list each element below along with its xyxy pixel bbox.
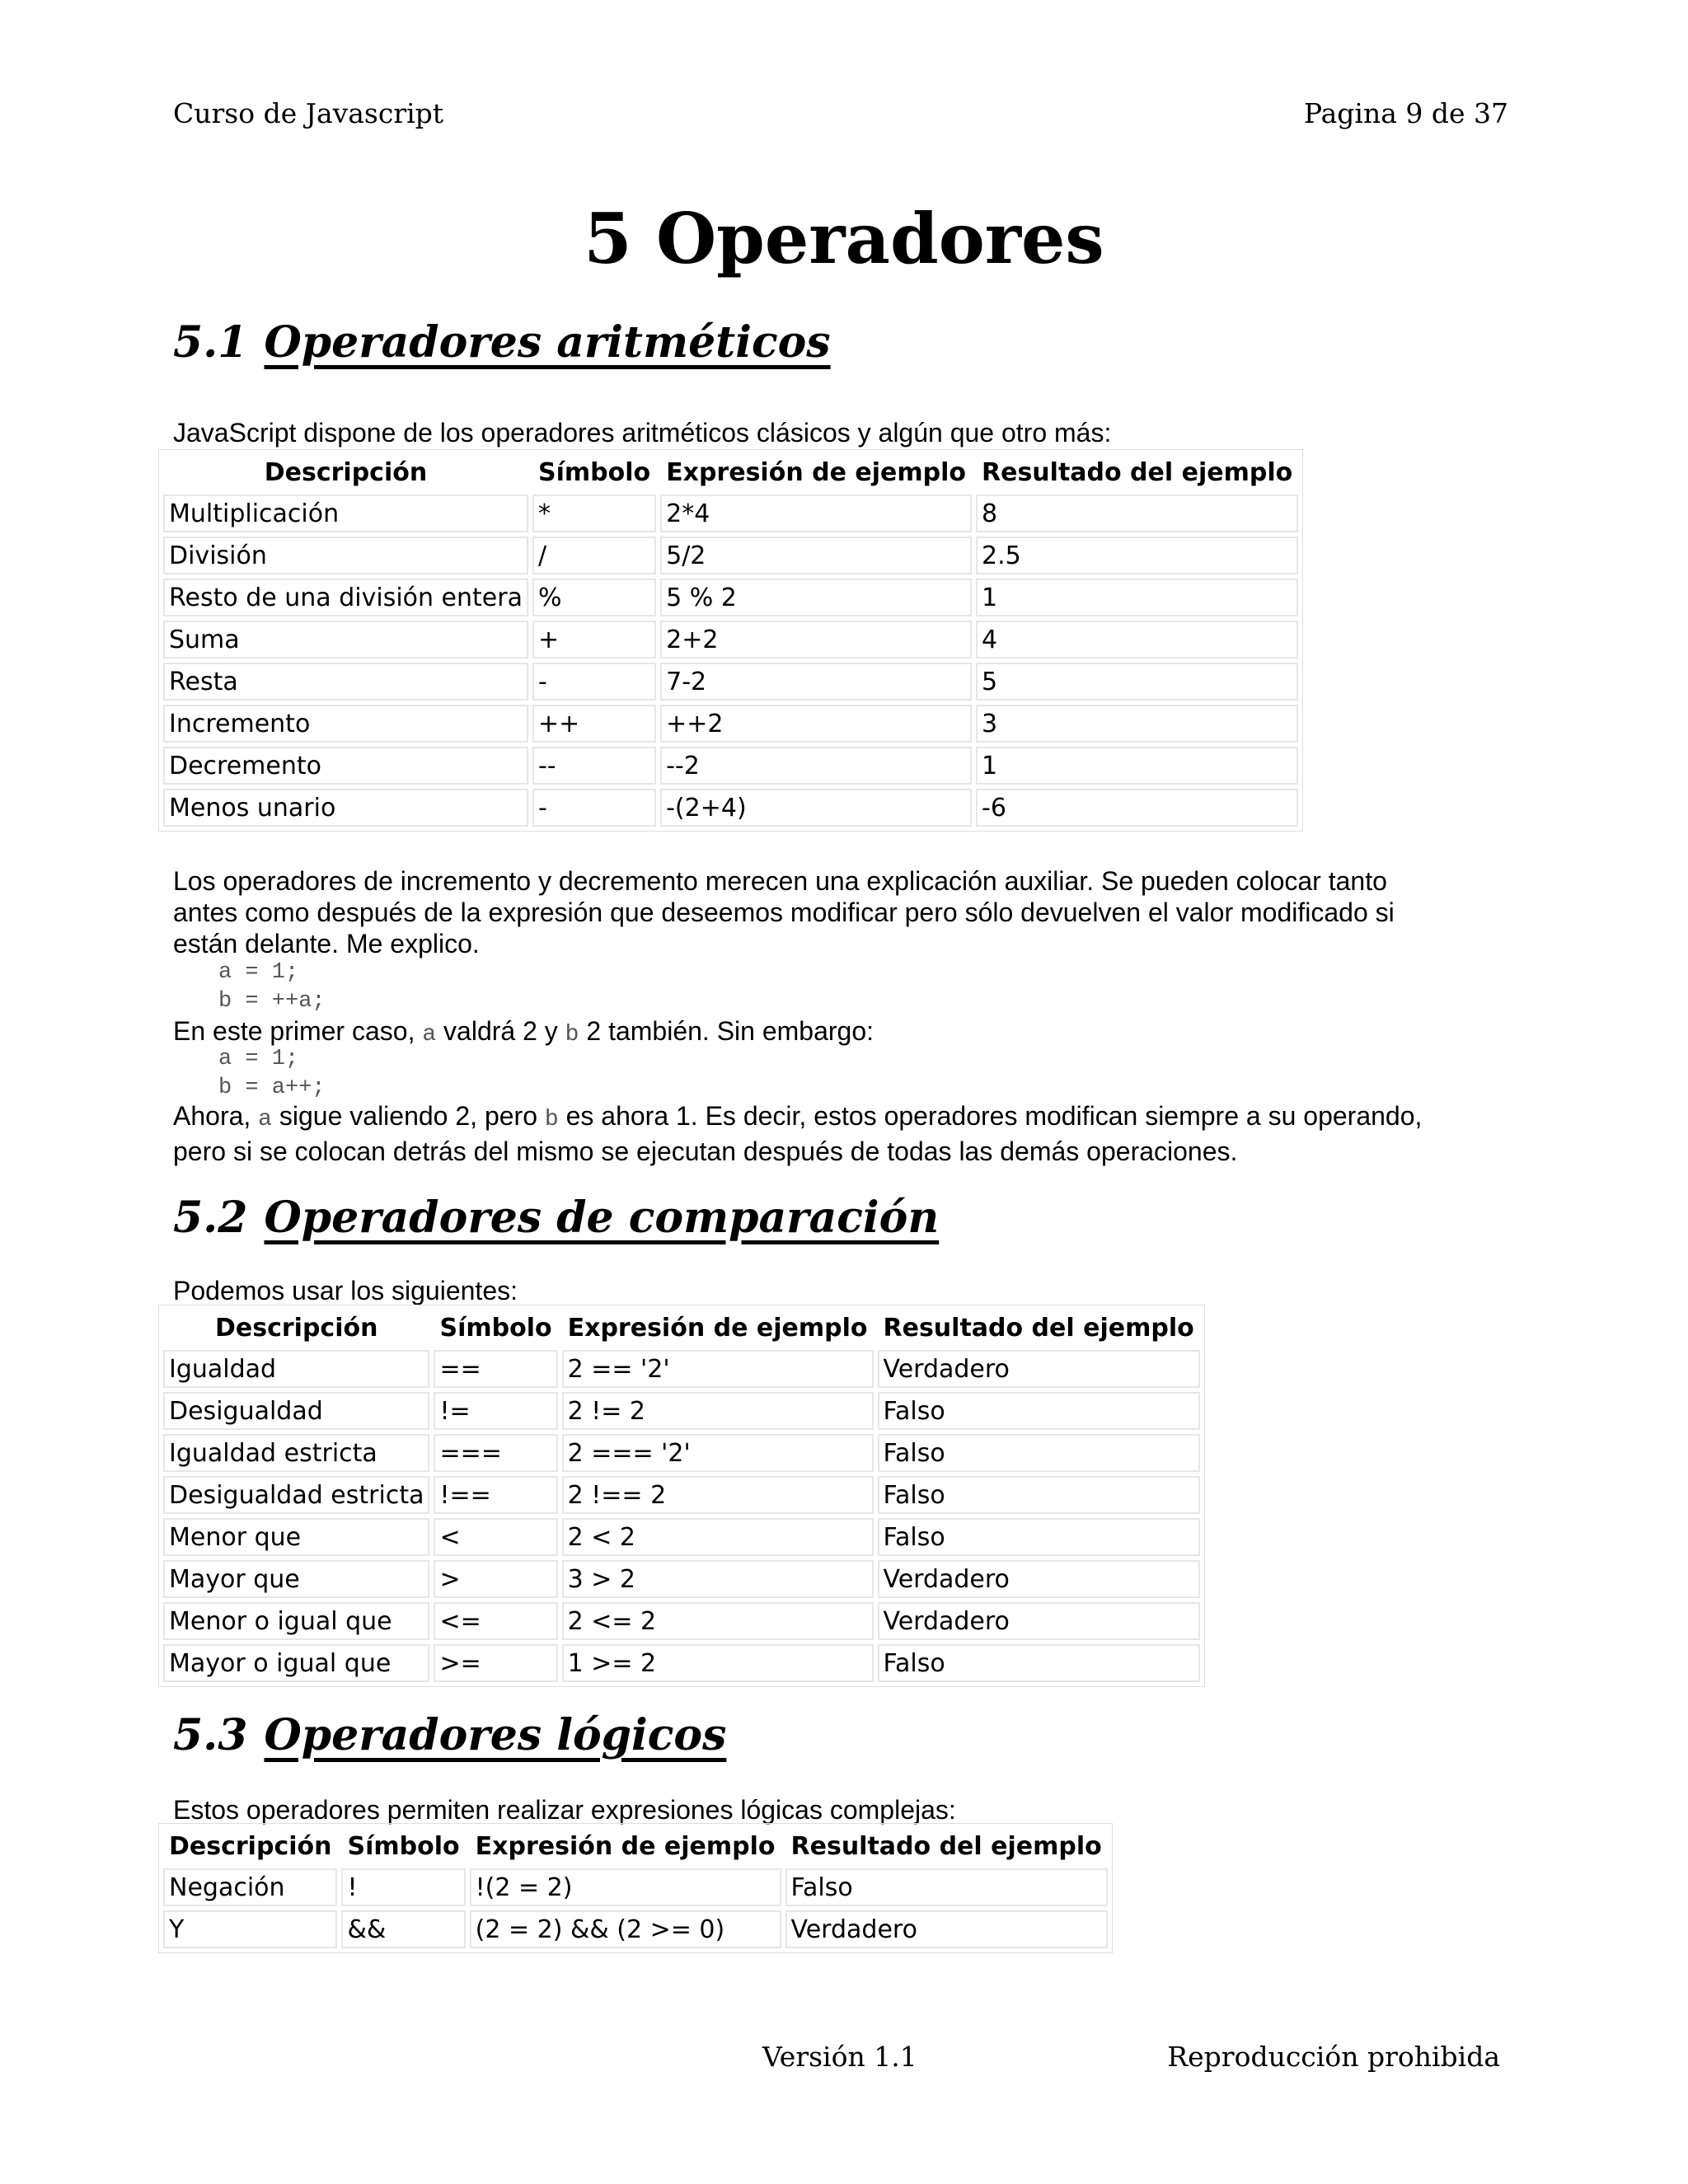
table-cell: Menos unario: [163, 789, 528, 827]
table-row: [163, 1392, 1200, 1430]
table-cell: Resta: [163, 663, 528, 701]
table-cell: %: [532, 579, 656, 616]
column-header: Expresión de ejemplo: [666, 457, 966, 487]
table-cell: Mayor o igual que: [163, 1644, 429, 1682]
column-header: Resultado del ejemplo: [982, 457, 1293, 487]
table-row: [163, 747, 1298, 785]
now-line: [173, 1100, 1422, 1136]
section-heading-logical: [173, 1710, 726, 1760]
table-cell: Falso: [878, 1518, 1200, 1556]
table-cell: &&: [341, 1910, 465, 1948]
table-cell: ==: [434, 1350, 557, 1388]
table-header-row: [163, 454, 1298, 490]
table-row: [163, 494, 1298, 532]
table-cell: Y: [163, 1910, 337, 1948]
column-header: Expresión de ejemplo: [567, 1313, 868, 1343]
code-var: a: [422, 1022, 437, 1047]
table-cell: !: [341, 1868, 465, 1906]
table-cell: Incremento: [163, 705, 528, 743]
table-cell: Verdadero: [878, 1602, 1200, 1640]
table-cell: 5: [976, 663, 1298, 701]
table-row: [163, 579, 1298, 616]
comparison-operators-table: [158, 1305, 1205, 1687]
table-cell: Menor que: [163, 1518, 429, 1556]
section-number: 5.1: [173, 317, 248, 368]
table-cell: 2+2: [660, 621, 972, 658]
table-cell: -: [532, 789, 656, 827]
table-cell: Falso: [878, 1644, 1200, 1682]
table-cell: Suma: [163, 621, 528, 658]
table-cell: 2 === '2': [562, 1434, 874, 1472]
table-cell: <: [434, 1518, 557, 1556]
table-cell: Desigualdad: [163, 1392, 429, 1430]
section-number: 5.2: [173, 1193, 248, 1243]
column-header: Descripción: [214, 1313, 378, 1343]
table-row: [163, 1434, 1200, 1472]
table-cell: Falso: [878, 1434, 1200, 1472]
table-cell: 2 == '2': [562, 1350, 874, 1388]
explanation-line: antes como después de la expresión que deseemos modificar pero sólo devuelven el valor modificado si: [173, 898, 1395, 927]
table-cell: División: [163, 537, 528, 574]
table-cell: 1 >= 2: [562, 1644, 874, 1682]
table-cell: Falso: [785, 1868, 1108, 1906]
section-heading-arithmetic: [173, 317, 831, 368]
text: 2 también. Sin embargo:: [579, 1016, 874, 1046]
table-cell: ++2: [660, 705, 972, 743]
section-title: Operadores aritméticos: [264, 317, 831, 368]
table-cell: Desigualdad estricta: [163, 1476, 429, 1514]
text: es ahora 1. Es decir, estos operadores modifican siempre a su operando,: [558, 1101, 1423, 1131]
code-line: b = a++;: [218, 1076, 326, 1100]
table-cell: /: [532, 537, 656, 574]
table-cell: 5/2: [660, 537, 972, 574]
table-cell: >: [434, 1560, 557, 1598]
section-heading-comparison: [173, 1193, 939, 1243]
code-var: a: [258, 1107, 272, 1132]
code-line: a = 1;: [218, 960, 299, 985]
table-cell: -6: [976, 789, 1298, 827]
table-cell: 4: [976, 621, 1298, 658]
footer-version: Versión 1.1: [762, 2041, 917, 2073]
table-row: [163, 1350, 1200, 1388]
section-number: 5.3: [173, 1710, 248, 1760]
table-row: [163, 1518, 1200, 1556]
table-row: [163, 663, 1298, 701]
table-header-row: [163, 1828, 1108, 1864]
table-cell: Multiplicación: [163, 494, 528, 532]
table-cell: Negación: [163, 1868, 337, 1906]
table-cell: 8: [976, 494, 1298, 532]
table-cell: 2 < 2: [562, 1518, 874, 1556]
table-cell: Verdadero: [878, 1350, 1200, 1388]
table-cell: !=: [434, 1392, 557, 1430]
section-title: Operadores de comparación: [264, 1193, 940, 1243]
table-row: [163, 1868, 1108, 1906]
column-header: Descripción: [169, 1831, 332, 1861]
arithmetic-operators-table: [158, 449, 1303, 832]
table-cell: Resto de una división entera: [163, 579, 528, 616]
table-row: [163, 1476, 1200, 1514]
table-row: [163, 789, 1298, 827]
table-cell: Menor o igual que: [163, 1602, 429, 1640]
table-cell: Igualdad: [163, 1350, 429, 1388]
header-page-number: Pagina 9 de 37: [1303, 97, 1508, 129]
text: valdrá 2 y: [436, 1016, 565, 1046]
table-cell: 2 !== 2: [562, 1476, 874, 1514]
table-cell: 3 > 2: [562, 1560, 874, 1598]
table-cell: --2: [660, 747, 972, 785]
column-header: Resultado del ejemplo: [790, 1831, 1102, 1861]
table-cell: 3: [976, 705, 1298, 743]
table-row: [163, 1602, 1200, 1640]
table-cell: Igualdad estricta: [163, 1434, 429, 1472]
table-row: [163, 1644, 1200, 1682]
text: En este primer caso,: [173, 1016, 423, 1046]
explanation-line: están delante. Me explico.: [173, 929, 480, 958]
table-cell: +: [532, 621, 656, 658]
code-line: b = ++a;: [218, 989, 326, 1014]
code-var: b: [544, 1107, 559, 1132]
table-cell: >=: [434, 1644, 557, 1682]
column-header: Símbolo: [439, 1313, 552, 1343]
table-row: [163, 621, 1298, 658]
table-cell: ++: [532, 705, 656, 743]
table-row: [163, 705, 1298, 743]
explanation-line: Los operadores de incremento y decremento merecen una explicación auxiliar. Se pueden colocar tanto: [173, 866, 1387, 896]
arithmetic-intro: JavaScript dispone de los operadores aritméticos clásicos y algún que otro más:: [173, 418, 1112, 448]
comparison-intro: Podemos usar los siguientes:: [173, 1276, 518, 1305]
table-cell: 5 % 2: [660, 579, 972, 616]
table-cell: 2.5: [976, 537, 1298, 574]
table-cell: !==: [434, 1476, 557, 1514]
code-var: b: [565, 1022, 579, 1047]
table-cell: Falso: [878, 1476, 1200, 1514]
column-header: Expresión de ejemplo: [475, 1831, 776, 1861]
table-cell: 2 <= 2: [562, 1602, 874, 1640]
table-cell: *: [532, 494, 656, 532]
table-cell: 2 != 2: [562, 1392, 874, 1430]
table-cell: Decremento: [163, 747, 528, 785]
table-cell: 1: [976, 579, 1298, 616]
table-row: [163, 537, 1298, 574]
text: sigue valiendo 2, pero: [271, 1101, 545, 1131]
table-cell: 1: [976, 747, 1298, 785]
logical-intro: Estos operadores permiten realizar expresiones lógicas complejas:: [173, 1795, 956, 1825]
table-cell: (2 = 2) && (2 >= 0): [470, 1910, 781, 1948]
table-cell: Verdadero: [878, 1560, 1200, 1598]
code-line: a = 1;: [218, 1047, 299, 1071]
code-example-postfix: [218, 1045, 326, 1103]
column-header: Símbolo: [347, 1831, 460, 1861]
now-text: [173, 1100, 1422, 1167]
logical-operators-table: [158, 1823, 1113, 1953]
table-row: [163, 1910, 1108, 1948]
table-cell: Verdadero: [785, 1910, 1108, 1948]
table-row: [163, 1560, 1200, 1598]
table-cell: ===: [434, 1434, 557, 1472]
table-cell: !(2 = 2): [470, 1868, 781, 1906]
table-cell: -: [532, 663, 656, 701]
code-example-prefix: [218, 958, 326, 1016]
increment-explanation: [173, 865, 1395, 959]
now-line: pero si se colocan detrás del mismo se ejecutan después de todas las demás operaciones.: [173, 1137, 1238, 1166]
header-course-title: Curso de Javascript: [173, 97, 444, 129]
text: Ahora,: [173, 1101, 259, 1131]
table-cell: 2*4: [660, 494, 972, 532]
column-header: Descripción: [264, 457, 428, 487]
table-header-row: [163, 1310, 1200, 1346]
column-header: Resultado del ejemplo: [883, 1313, 1194, 1343]
table-cell: 7-2: [660, 663, 972, 701]
table-cell: --: [532, 747, 656, 785]
section-title: Operadores lógicos: [264, 1710, 727, 1760]
page-title: 5 Operadores: [584, 198, 1104, 279]
table-cell: Mayor que: [163, 1560, 429, 1598]
table-cell: -(2+4): [660, 789, 972, 827]
footer-copyright: Reproducción prohibida: [1167, 2041, 1500, 2073]
table-cell: Falso: [878, 1392, 1200, 1430]
table-cell: <=: [434, 1602, 557, 1640]
column-header: Símbolo: [537, 457, 651, 487]
